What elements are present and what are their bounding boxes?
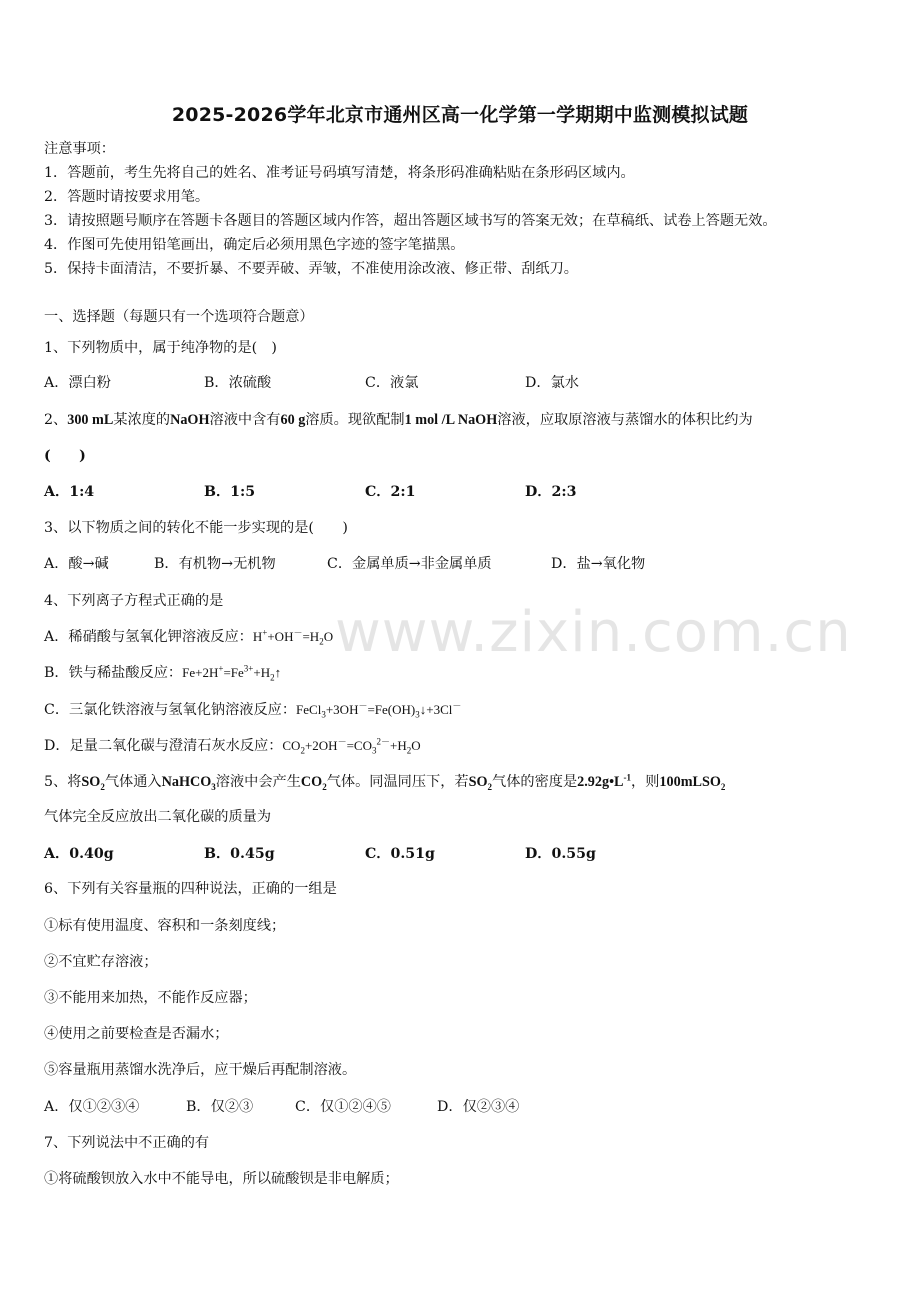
q5-option-a: A．0.40g — [44, 846, 114, 862]
question-6-stem: 6、下列有关容量瓶的四种说法，正确的一组是 — [44, 881, 337, 897]
q7-statement: ①将硫酸钡放入水中不能导电，所以硫酸钡是非电解质； — [44, 1171, 399, 1187]
question-2-blank: ( ) — [44, 448, 86, 464]
q6-statement: ②不宜贮存溶液； — [44, 954, 158, 970]
question-3-stem: 3、以下物质之间的转化不能一步实现的是( ) — [44, 520, 348, 536]
watermark: www.zixin.com.cn — [335, 600, 852, 665]
notice-item: 2．答题时请按要求用笔。 — [44, 189, 210, 205]
q6-option-c: C．仅①②④⑤ — [295, 1099, 391, 1115]
q3-option-a: A．酸→碱 — [44, 556, 109, 572]
notice-item: 3．请按照题号顺序在答题卡各题目的答题区域内作答，超出答题区域书写的答案无效；在草稿纸、试卷上答题无效。 — [44, 213, 777, 229]
notice-item: 4．作图可先使用铅笔画出，确定后必须用黑色字迹的签字笔描黑。 — [44, 237, 465, 253]
q3-option-c: C．金属单质→非金属单质 — [327, 556, 492, 572]
q2-option-b: B．1:5 — [204, 484, 256, 500]
section-heading: 一、选择题（每题只有一个选项符合题意） — [44, 309, 314, 325]
notice-heading: 注意事项： — [44, 141, 115, 157]
q4-option-d: D．足量二氧化碳与澄清石灰水反应：$CO_2+2OH^-=CO_3^{2-}+H_2O$ — [44, 736, 421, 756]
question-2-stem: 2、300 mL某浓度的NaOH溶液中含有60 g溶质。现欲配制1 mol /L NaOH溶液，应取原溶液与蒸馏水的体积比约为 — [44, 412, 753, 428]
q4-option-a: A．稀硝酸与氢氧化钾溶液反应：$H^++OH^-=H_2O$ — [44, 627, 334, 647]
q6-option-d: D．仅②③④ — [437, 1099, 520, 1115]
q3-option-b: B．有机物→无机物 — [154, 556, 276, 572]
q2-option-c: C．2:1 — [365, 484, 416, 500]
question-5-stem-cont: 气体完全反应放出二氧化碳的质量为 — [44, 809, 272, 825]
q2-option-d: D．2:3 — [525, 484, 577, 500]
q6-statement: ④使用之前要检查是否漏水； — [44, 1026, 229, 1042]
question-5-stem: 5、将$SO_2$气体通入NaHCO$_3$溶液中会产生$CO_2$气体。同温同压下，若$SO_2$气体的密度是$2.92g•L^{-1}$，则100mLSO$_2$ — [44, 772, 726, 792]
notice-item: 1．答题前，考生先将自己的姓名、准考证号码填写清楚，将条形码准确粘贴在条形码区域内。 — [44, 165, 635, 181]
q3-option-d: D．盐→氧化物 — [551, 556, 646, 572]
notice-item: 5．保持卡面清洁，不要折暴、不要弄破、弄皱，不准使用涂改液、修正带、刮纸刀。 — [44, 261, 578, 277]
q5-option-c: C．0.51g — [365, 846, 435, 862]
q1-option-a: A．漂白粉 — [44, 375, 111, 391]
exam-title: 2025-2026学年北京市通州区高一化学第一学期期中监测模拟试题 — [171, 104, 749, 126]
q1-option-d: D．氯水 — [525, 375, 579, 391]
q6-option-a: A．仅①②③④ — [44, 1099, 140, 1115]
q6-statement: ⑤容量瓶用蒸馏水洗净后，应干燥后再配制溶液。 — [44, 1062, 357, 1078]
q2-option-a: A．1:4 — [44, 484, 95, 500]
question-7-stem: 7、下列说法中不正确的有 — [44, 1135, 210, 1151]
q6-statement: ③不能用来加热，不能作反应器； — [44, 990, 257, 1006]
q1-option-b: B．浓硫酸 — [204, 375, 272, 391]
q1-option-c: C．液氯 — [365, 375, 419, 391]
question-4-stem: 4、下列离子方程式正确的是 — [44, 593, 224, 609]
q4-option-b: B．铁与稀盐酸反应：$Fe+2H^+=Fe^{3+}+H_2↑$ — [44, 663, 282, 683]
q5-option-b: B．0.45g — [204, 846, 275, 862]
question-1-stem: 1、下列物质中，属于纯净物的是( ) — [44, 340, 277, 356]
q5-option-d: D．0.55g — [525, 846, 596, 862]
q4-option-c: C．三氯化铁溶液与氢氧化钠溶液反应：$FeCl_3+3OH^-=Fe(OH)_3↓+3Cl^-$ — [44, 700, 462, 720]
q6-option-b: B．仅②③ — [186, 1099, 254, 1115]
q6-statement: ①标有使用温度、容积和一条刻度线； — [44, 918, 286, 934]
